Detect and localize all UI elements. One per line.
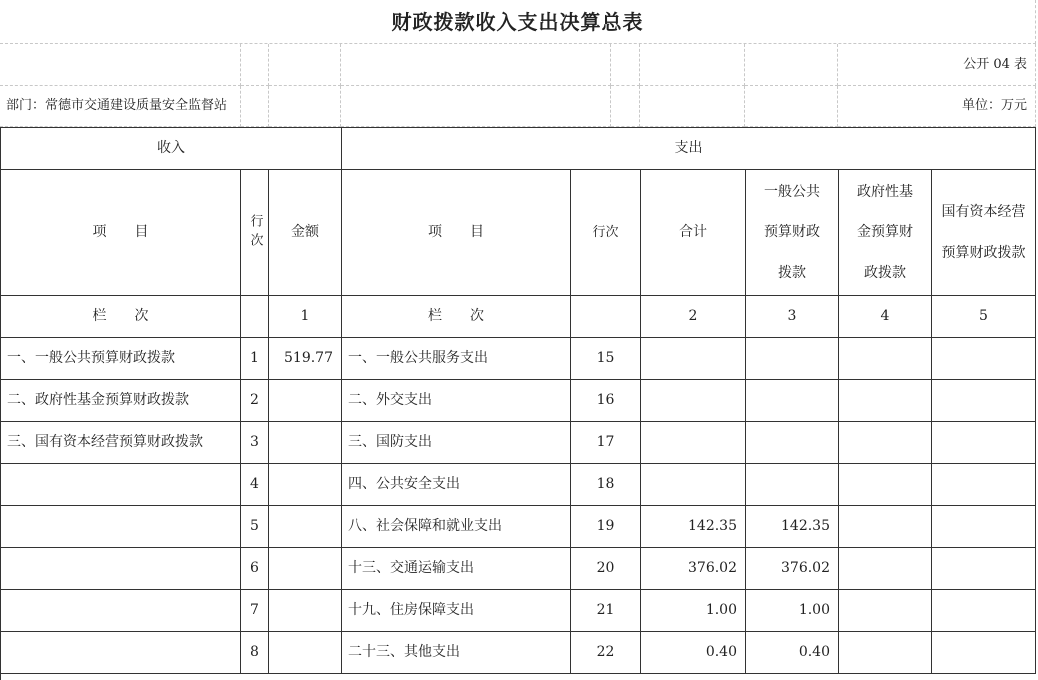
expense-row-no-cell: 15 [571,338,641,380]
amount-cell [269,506,342,548]
expense-item-header: 项 目 [342,170,571,296]
amount-cell [269,464,342,506]
income-item-header: 项 目 [1,170,241,296]
expense-row-no-cell: 16 [571,380,641,422]
fund-budget-text: 政府性基金预算财政拨款 [857,183,913,281]
amount-cell [269,548,342,590]
fund-budget-cell [839,380,932,422]
general-budget-cell [746,422,839,464]
total-cell [641,338,746,380]
empty-cell [241,296,269,338]
amount-header: 金额 [269,170,342,296]
column-index-2: 2 [641,296,746,338]
empty-cell [745,86,838,127]
sheet-title: 财政拨款收入支出决算总表 [0,0,1036,44]
state-capital-cell [932,632,1036,674]
expense-section-header: 支出 [342,128,1036,170]
fund-budget-cell [839,464,932,506]
state-capital-header [932,170,1036,296]
expense-item-cell: 一、一般公共服务支出 [342,338,571,380]
fund-budget-cell [839,632,932,674]
appropriation-table [0,127,1036,680]
amount-cell [269,632,342,674]
column-index-1: 1 [269,296,342,338]
general-budget-cell: 1.00 [746,590,839,632]
empty-cell [341,44,611,86]
amount-cell [269,380,342,422]
total-cell [641,464,746,506]
expense-row-no-header: 行次 [571,170,641,296]
empty-cell [341,86,611,127]
fund-budget-cell [839,506,932,548]
income-section-header: 收入 [1,128,342,170]
income-row-no-cell: 6 [241,548,269,590]
state-capital-cell [932,338,1036,380]
expense-item-cell: 十九、住房保障支出 [342,590,571,632]
empty-cell [269,86,341,127]
state-capital-cell [932,590,1036,632]
fund-budget-cell [839,590,932,632]
general-budget-cell: 142.35 [746,506,839,548]
state-capital-cell [932,548,1036,590]
expense-item-cell: 二十三、其他支出 [342,632,571,674]
income-item-cell [1,590,241,632]
income-item-cell [1,506,241,548]
total-cell [641,380,746,422]
income-row-no-cell: 1 [241,338,269,380]
empty-cell [611,44,640,86]
empty-cell [241,86,269,127]
empty-cell [611,86,640,127]
expense-item-cell: 八、社会保障和就业支出 [342,506,571,548]
total-cell: 142.35 [641,506,746,548]
expense-row-no-cell: 18 [571,464,641,506]
income-row-no-header [241,170,269,296]
expense-item-cell: 二、外交支出 [342,380,571,422]
income-row-no-text: 行次 [247,213,263,252]
income-row-no-cell: 7 [241,590,269,632]
total-cell [641,422,746,464]
total-cell: 0.40 [641,632,746,674]
total-cell: 376.02 [641,548,746,590]
expense-item-cell: 十三、交通运输支出 [342,548,571,590]
total-cell: 1.00 [641,590,746,632]
expense-row-no-cell: 20 [571,548,641,590]
income-item-cell [1,464,241,506]
income-row-no-cell: 3 [241,422,269,464]
total-header: 合计 [641,170,746,296]
state-capital-cell [932,380,1036,422]
income-row-no-cell: 2 [241,380,269,422]
fund-budget-cell [839,422,932,464]
state-capital-cell [932,506,1036,548]
empty-cell [0,44,241,86]
income-item-cell: 二、政府性基金预算财政拨款 [1,380,241,422]
general-budget-header [746,170,839,296]
state-capital-text: 国有资本经营预算财政拨款 [941,203,1026,261]
column-index-5: 5 [932,296,1036,338]
column-index-label: 栏 次 [1,296,241,338]
income-row-no-cell: 4 [241,464,269,506]
general-budget-text: 一般公共预算财政拨款 [764,183,820,281]
income-item-cell [1,632,241,674]
expense-row-no-cell: 22 [571,632,641,674]
amount-cell [269,590,342,632]
column-index-4: 4 [839,296,932,338]
state-capital-cell [932,464,1036,506]
general-budget-cell [746,464,839,506]
fund-budget-header [839,170,932,296]
column-index-3: 3 [746,296,839,338]
empty-cell [571,296,641,338]
general-budget-cell: 0.40 [746,632,839,674]
general-budget-cell: 376.02 [746,548,839,590]
expense-item-cell: 四、公共安全支出 [342,464,571,506]
fund-budget-cell [839,548,932,590]
income-row-no-cell: 8 [241,632,269,674]
expense-row-no-cell: 17 [571,422,641,464]
empty-cell [269,44,341,86]
empty-cell [241,44,269,86]
unit-label: 单位：万元 [838,86,1036,127]
income-item-cell [1,548,241,590]
general-budget-cell [746,380,839,422]
department-label: 部门：常德市交通建设质量安全监督站 [0,86,241,127]
income-row-no-cell: 5 [241,506,269,548]
form-number: 公开 04 表 [838,44,1036,86]
amount-cell: 519.77 [269,338,342,380]
expense-row-no-cell: 21 [571,590,641,632]
empty-cell [640,86,745,127]
empty-cell [640,44,745,86]
column-index-label-expense: 栏 次 [342,296,571,338]
empty-cell [745,44,838,86]
general-budget-cell [746,338,839,380]
expense-item-cell: 三、国防支出 [342,422,571,464]
income-item-cell: 一、一般公共预算财政拨款 [1,338,241,380]
amount-cell [269,422,342,464]
income-item-cell: 三、国有资本经营预算财政拨款 [1,422,241,464]
expense-row-no-cell: 19 [571,506,641,548]
fund-budget-cell [839,338,932,380]
state-capital-cell [932,422,1036,464]
